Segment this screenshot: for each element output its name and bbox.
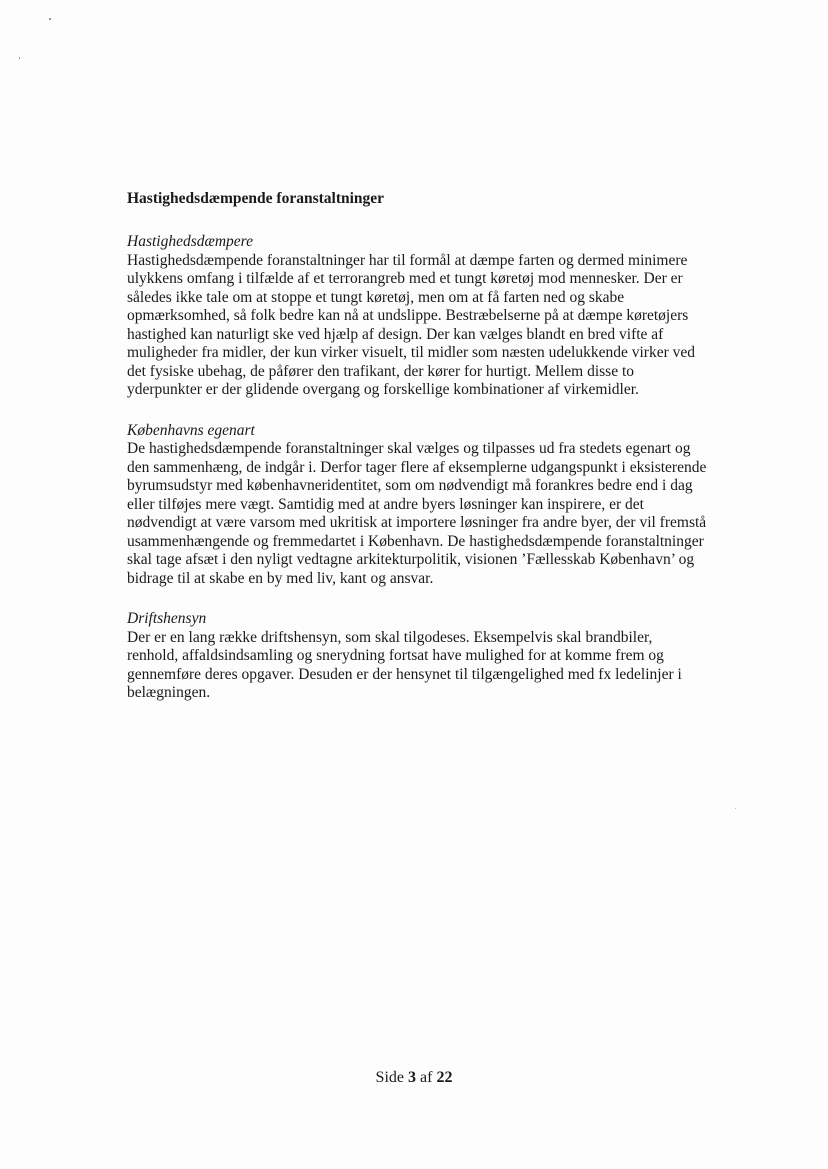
section-paragraph: Der er en lang række driftshensyn, som skal tilgodeses. Eksempelvis skal brandbiler, renhold, affaldsindsamling og snerydning fortsat have mulighed for at komme frem og gennemføre deres opgaver. Desuden er der hensynet til tilgængelighed med fx ledelinjer i belægningen. [127,628,682,701]
section-koebenhavns-egenart [127,422,707,589]
section-paragraph: Hastighedsdæmpende foranstaltninger har til formål at dæmpe farten og dermed minimere ulykkens omfang i tilfælde af et terrorangreb med et tungt køretøj mod mennesker. Der er således ikke tale om at stoppe et tungt køretøj, men om at få farten ned og skabe opmærksomhed, så folk bedre kan nå at undslippe. Bestræbelserne på at dæmpe køretøjers hastighed kan naturligt ske ved hjælp af design. Der kan vælges blandt en bred vifte af muligheder fra midler, der kun virker visuelt, til midler som næsten udelukkende virker ved det fysiske ubehag, de påfører den trafikant, der kører for hurtigt. Mellem disse to yderpunkter er der glidende overgang og forskellige kombinationer af virkemidler. [127,251,695,398]
scan-speck [19,57,20,59]
page-number-prefix: Side [375,1069,408,1086]
section-heading: Hastighedsdæmpere [127,233,253,250]
section-heading: Københavns egenart [127,421,255,439]
section-paragraph: De hastighedsdæmpende foranstaltninger skal vælges og tilpasses ud fra stedets egenart og den sammenhæng, de indgår i. Derfor tager flere af eksemplerne udgangspunkt i eksisterende byrumsudstyr med københavneridentitet, som om nødvendigt må forankres bedre end i dag eller tilføjes mere vægt. Samtidig med at andre byers løsninger kan inspirere, er det nødvendigt at være varsom med ukritisk at importere løsninger fra andre byer, der vil fremstå usammenhængende og fremmedartet i København. De hastighedsdæmpende foranstaltninger skal tage afsæt i den nyligt vedtagne arkitekturpolitik, visionen ’Fællesskab København’ og bidrage til at skabe en by med liv, kant og ansvar. [127,440,707,587]
page-title: Hastighedsdæmpende foranstaltninger [127,190,385,207]
current-page: 3 [408,1069,416,1086]
total-pages: 22 [436,1069,453,1086]
scan-speck [735,808,736,809]
document-body [127,189,707,725]
page-number-of: af [416,1069,437,1086]
section-driftshensyn [127,610,707,703]
scan-speck [49,18,51,20]
page-number [0,1069,828,1087]
section-heading: Driftshensyn [127,610,207,627]
section-hastighedsdaempere [127,233,707,400]
